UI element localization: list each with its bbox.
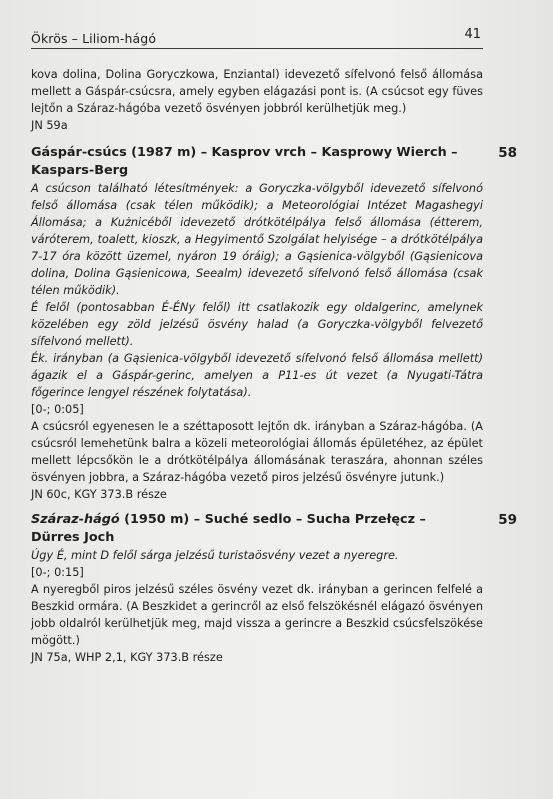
intro-map-ref: JN 59a <box>31 119 68 132</box>
entry-title <box>31 144 483 180</box>
entry-north-route: É felől (pontosabban É-ÉNy felől) itt csatlakozik egy oldalgerinc, amelynek közelében egy zöld jelzésű ösvény halad (a Goryczka-völgyből felvezető sífelvonó mellett). <box>31 301 483 348</box>
entry-title-rest: (1950 m) – Suché sedlo – Sucha Przełęcz – Dürres Joch <box>31 512 426 545</box>
intro-paragraph: kova dolina, Dolina Goryczkowa, Enziantal) idevezető sífelvonó felső állomása mellett a Gáspár-csúcsra, amely egyben elágazási pont is. (A csúcsot egy füves lejtőn a Száraz-hágóba vezető ösvényen jobbról kerülhetjük meg.) <box>31 68 483 115</box>
entry-title-text: Gáspár-csúcs (1987 m) – Kasprov vrch – Kasprowy Wierch – Kaspars-Berg <box>31 145 458 178</box>
entry-number: 59 <box>498 512 517 528</box>
entry-map-ref: JN 75a, WHP 2,1, KGY 373.B része <box>31 651 223 664</box>
entry-title <box>31 511 483 547</box>
entry-map-ref: JN 60c, KGY 373.B része <box>31 488 167 501</box>
entry-time: [0-; 0:05] <box>31 403 84 416</box>
entry-facilities: A csúcson található létesítmények: a Goryczka-völgyből idevezető sífelvonó felső állomása (csak télen működik); a Meteorológiai Intézet Magashegyi Állomása; a Kużnicéből idevezető drótkötélpálya felső állomása (étterem, váróterem, toalett, kioszk, a Hegyimentő Szolgálat helyisége – a drótkötélpálya 7-17 óra között üzemel, nyáron 19 óráig); a Gąsienica-völgyből (Gąsienicova dolina, Dolina Gąsienicowa, Seealm) idevezető sífelvonó felső állomása (csak télen működik). <box>31 182 483 297</box>
entry-body: A csúcsról egyenesen le a széttaposott lejtőn dk. irányban a Száraz-hágóba. (A csúcsról lemehetünk balra a közeli meteorológiai állomás épületéhez, az épület mellett lépcsőkön le a drótkötélpálya állomásának teraszára, ahonnan széles ösvényen jobbra, a Száraz-hágóba vezető piros jelzésű ösvényre jutunk.) <box>31 420 483 484</box>
entry-time: [0-; 0:15] <box>31 566 84 579</box>
page-content <box>31 66 517 666</box>
entry-title-text: Száraz-hágó <box>31 512 120 527</box>
page-header <box>31 22 483 49</box>
entry-east-route: Ék. irányban (a Gąsienica-völgyből idevezető sífelvonó felső állomása mellett) ágazik el a Gáspár-gerinc, amelyen a P11-es út vezet (a Nyugati-Tátra főgerince lengyel részének folytatása). <box>31 352 483 399</box>
entry-59 <box>31 511 517 666</box>
entry-body: A nyeregből piros jelzésű széles ösvény vezet dk. irányban a gerincen felfelé a Beszkid ormára. (A Beszkidet a gerincről az első felszökésnél elágazó ösvényen jobb oldalról kerülhetjük meg, majd vissza a gerincre a Beszkid csúcsfelszökése mögött.) <box>31 583 483 647</box>
entry-58 <box>31 144 517 503</box>
page-number: 41 <box>464 27 481 42</box>
running-head: Ökrös – Liliom-hágó <box>31 31 157 46</box>
entry-facilities: Úgy É, mint D felől sárga jelzésű turistaösvény vezet a nyeregre. <box>31 549 399 562</box>
entry-number: 58 <box>498 145 517 161</box>
